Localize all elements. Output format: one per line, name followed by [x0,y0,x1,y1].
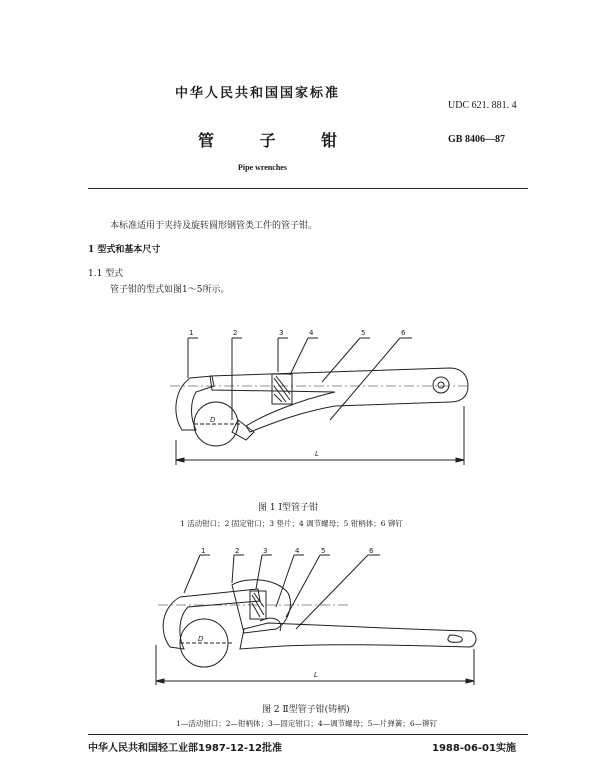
leader2-4 [276,555,294,607]
footer-rule [88,734,528,735]
figure-1-legend: 1 活动钳口；2 固定钳口；3 垫片；4 调节螺母；5 钳柄体；6 铆钉 [180,519,403,528]
handle-body-1 [210,368,468,432]
effective-date: 1988-06-01实施 [432,743,516,754]
udc-code: UDC 621. 881. 4 [448,100,517,111]
section-1-1-heading: 1.1 型式 [88,269,124,279]
dim-D-1: D [210,416,216,424]
callout-2-4: 4 [295,547,300,555]
callout-2-3: 3 [263,547,268,555]
figure-2-caption: 图 2 Ⅱ型管子钳(铸柄) [262,705,350,715]
leader2-2 [232,555,234,583]
dim-D-2: D [198,635,204,643]
approval-line: 中华人民共和国轻工业部1987-12-12批准 [88,743,282,754]
movable-jaw-2 [163,589,260,649]
callout-1-6: 6 [401,329,406,337]
section-1-heading: 1 型式和基本尺寸 [88,245,161,255]
leader2-6 [296,555,368,629]
hang-hole-2 [448,635,462,642]
gb-code: GB 8406—87 [448,134,505,145]
standard-header: 中华人民共和国国家标准 [175,86,341,101]
figure-1-caption: 图 1 Ⅰ型管子钳 [258,503,319,513]
intro-paragraph: 本标准适用于夹持及旋转圆形钢管类工件的管子钳。 [110,221,318,231]
handle-body-2 [240,623,476,649]
callout-2-6: 6 [369,547,374,555]
leader2-1 [184,555,200,593]
figure-2-drawing [148,545,488,695]
callout-1-3: 3 [279,329,284,337]
figure-2-legend: 1—活动钳口；2—钳柄体；3—固定钳口；4—调节螺母；5—片弹簧；6—铆钉 [176,719,438,728]
hang-hole-1 [433,377,449,393]
callout-1-1: 1 [189,329,194,337]
callout-1-4: 4 [309,329,314,337]
figure-1-drawing [150,320,480,490]
leader-6 [330,338,400,420]
dim-L-2: L [314,671,318,679]
english-title: Pipe wrenches [238,163,287,172]
leader-5 [322,338,360,382]
header-rule [88,188,528,189]
callout-2-1: 1 [201,547,206,555]
section-1-1-text: 管子钳的型式如图1～5所示。 [110,285,230,295]
callout-1-5: 5 [361,329,366,337]
callout-2-5: 5 [321,547,326,555]
document-title: 管 子 钳 [198,131,338,150]
leader2-3 [256,555,262,589]
leader-4 [290,338,308,375]
callout-2-2: 2 [235,547,240,555]
dim-L-1: L [315,450,319,458]
callout-1-2: 2 [233,329,238,337]
